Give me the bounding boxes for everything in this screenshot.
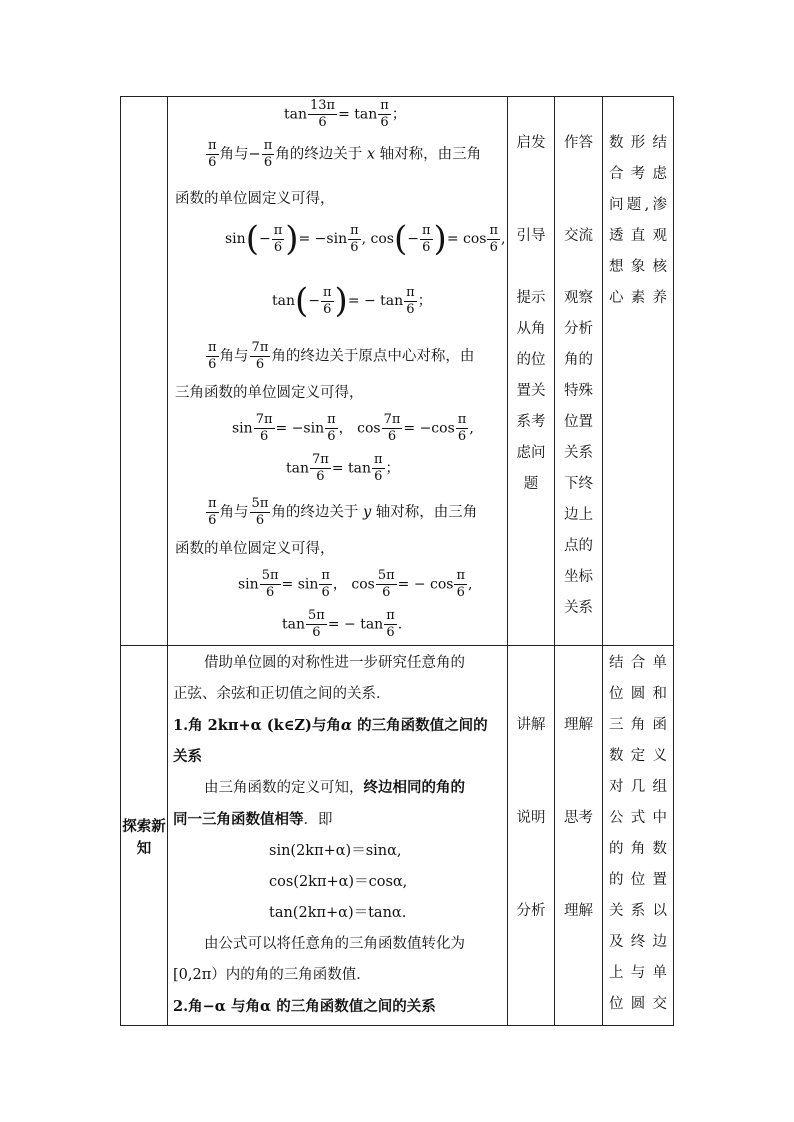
table-row-divider	[120, 645, 674, 646]
formula-tan-5pi6: tan $\frac{5\pi}{6}$ = − tan $\frac{\pi}{6}$ .	[282, 608, 403, 640]
intent-col-row2: 结合单 位圆和 三角函 数定义 对几组 公式中 的角数 的位置 关系以 及终边 上与单 位圆交	[609, 655, 667, 1012]
table-border-top	[120, 96, 674, 97]
student-col-row2: 理解 思考 理解	[564, 717, 593, 919]
formula-tan-13pi6: tan $\frac{13\pi}{6}$ = tan $\frac{\pi}{6}$ ；	[284, 98, 406, 130]
table-border-bottom	[120, 1025, 674, 1026]
row2-content: 借助单位圆的对称性进一步研究任意角的 正弦、余弦和正切值之间的关系． 1.角 2kπ+α (k∈Z)与角α 的三角函数值之间的 关系 由三角函数的定义可知，终边相同的角的 同一三角函数值相等．即 sin(2kπ+α)＝sinα, cos(2kπ+α)＝cosα, tan(2kπ+α)＝tanα. 由公式可以将任意角的三角函数值转化为 [0,2π）内的角的三角函数值． 2.角−α 与角α 的三角函数值之间的关系	[173, 655, 488, 1015]
method-col-row1: 启发 引导 提示 从角 的位 置关 系考 虑问 题	[516, 135, 546, 492]
formula-tan-neg-pi6: tan(− $\frac{\pi}{6}$ )= − tan $\frac{\pi}{6}$ ；	[272, 281, 432, 321]
formula-tan-7pi6: tan $\frac{7\pi}{6}$ = tan $\frac{\pi}{6}$ ；	[286, 452, 400, 484]
formula-sin-cos-neg-pi6: sin(− $\frac{\pi}{6}$ )= −sin $\frac{\pi}{6}$ , cos(− $\frac{\pi}{6}$ )= cos $\frac{\pi}{6}$ ,	[225, 219, 506, 259]
table-border-col4	[602, 96, 603, 1026]
formula-sin-cos-7pi6: sin $\frac{7\pi}{6}$ = −sin $\frac{\pi}{6}$ ， cos $\frac{7\pi}{6}$ = −cos $\frac{\pi}{6}$ ,	[232, 412, 474, 444]
intent-col-row1: 数形结 合考虑 问题,渗 透直观 想象核 心素养	[609, 135, 667, 306]
paragraph-origin-symmetry-cont: 三角函数的单位圆定义可得，	[175, 385, 364, 401]
paragraph-y-axis-symmetry: $\frac{\pi}{6}$ 角与 $\frac{5\pi}{6}$ 角的终边关于 y 轴对称，由三角	[208, 496, 478, 528]
table-border-right	[673, 96, 674, 1026]
table-border-col1	[167, 96, 168, 1026]
student-col-row1: 作答 交流 观察 分析 角的 特殊 位置 关系 下终 边上 点的 坐标 关系	[564, 135, 593, 616]
method-col-row2: 讲解 说明 分析	[516, 717, 546, 919]
paragraph-x-axis-symmetry: $\frac{\pi}{6}$ 角与− $\frac{\pi}{6}$ 角的终边关于 x 轴对称，由三角	[208, 138, 482, 170]
formula-sin-cos-5pi6: sin $\frac{5\pi}{6}$ = sin $\frac{\pi}{6}$ ， cos $\frac{5\pi}{6}$ = − cos $\frac{\pi}{6}$ ,	[238, 568, 473, 600]
paragraph-origin-symmetry: $\frac{\pi}{6}$ 角与 $\frac{7\pi}{6}$ 角的终边关于原点中心对称，由	[208, 340, 475, 372]
paragraph-y-axis-symmetry-cont: 函数的单位圆定义可得，	[175, 541, 335, 557]
paragraph-x-axis-symmetry-cont: 函数的单位圆定义可得，	[175, 191, 335, 207]
table-border-left	[120, 96, 121, 1026]
section-label: 探索新知	[122, 819, 166, 857]
